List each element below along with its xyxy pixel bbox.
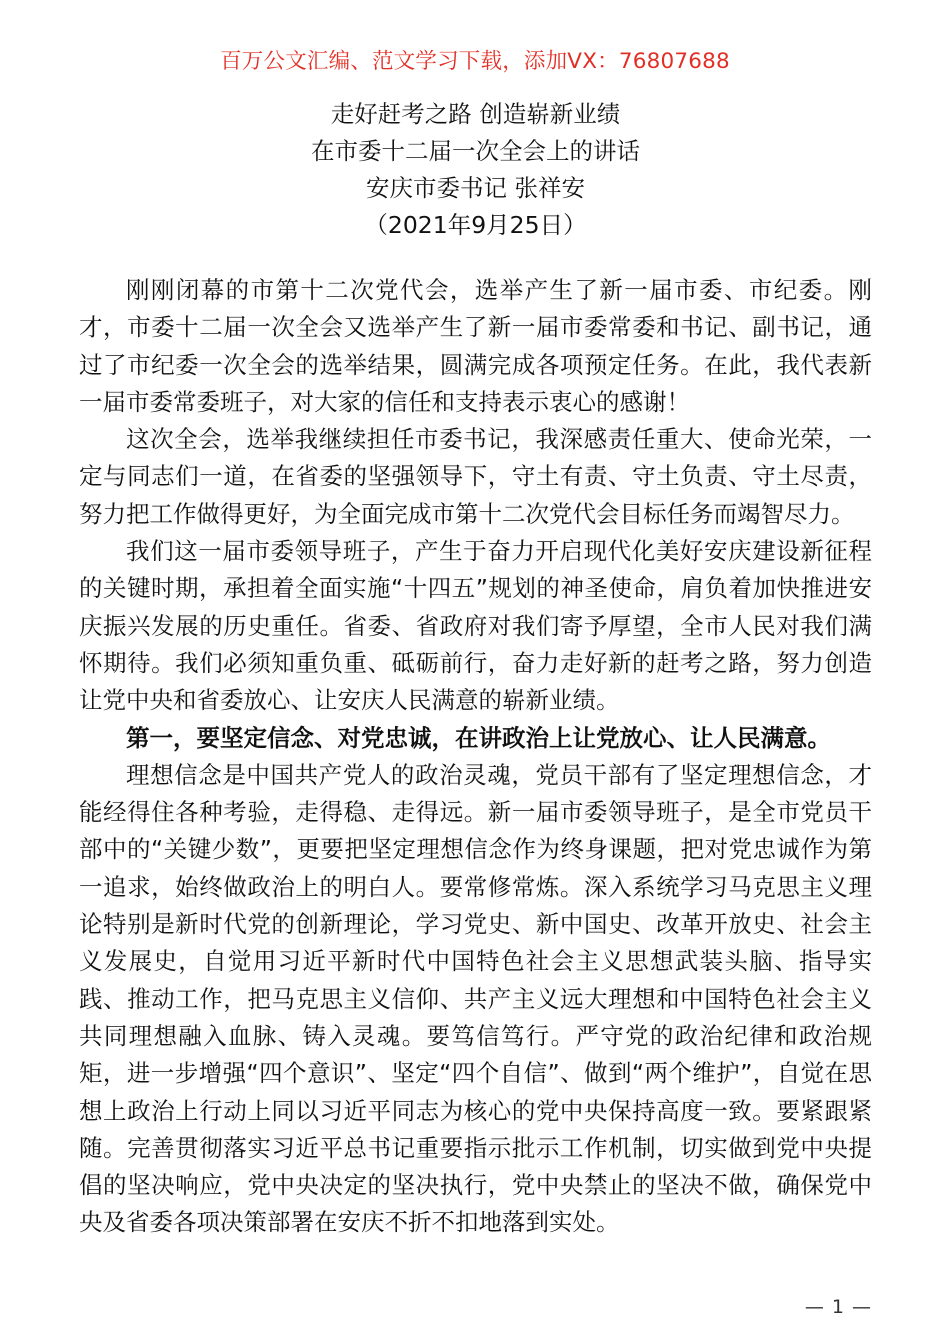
document-title-line-1: 走好赶考之路 创造崭新业绩 bbox=[330, 100, 621, 128]
paragraph: 刚刚闭幕的市第十二次党代会，选举产生了新一届市委、市纪委。刚才，市委十二届一次全会又选举产生了新一届市委常委和书记、副书记，通过了市纪委一次全会的选举结果，圆满完成各项预定任务。在此，我代表新一届市委常委班子，对大家的信任和支持表示衷心的感谢！ bbox=[79, 276, 872, 416]
page-number: — 1 — bbox=[804, 1296, 872, 1318]
section-heading: 第一，要坚定信念、对党忠诚，在讲政治上让党放心、让人民满意。 bbox=[126, 723, 831, 752]
paragraph: 理想信念是中国共产党人的政治灵魂，党员干部有了坚定理想信念，才能经得住各种考验，走得稳、走得远。新一届市委领导班子，是全市党员干部中的“关键少数”，更要把坚定理想信念作为终身课题，把对党忠诚作为第一追求，始终做政治上的明白人。要常修常炼。深入系统学习马克思主义理论特别是新时代党的创新理论，学习党史、新中国史、改革开放史、社会主义发展史，自觉用习近平新时代中国特色社会主义思想武装头脑、指导实践、推动工作，把马克思主义信仰、共产主义远大理想和中国特色社会主义共同理想融入血脉、铸入灵魂。要笃信笃行。严守党的政治纪律和政治规矩，进一步增强“四个意识”、坚定“四个自信”、做到“两个维护”，自觉在思想上政治上行动上同以习近平同志为核心的党中央保持高度一致。要紧跟紧随。完善贯彻落实习近平总书记重要指示批示工作机制，切实做到党中央提倡的坚决响应，党中央决定的坚决执行，党中央禁止的坚决不做，确保党中央及省委各项决策部署在安庆不折不扣地落到实处。 bbox=[79, 760, 872, 1237]
document-title-line-2: 在市委十二届一次全会上的讲话 bbox=[311, 137, 640, 165]
paragraph: 我们这一届市委领导班子，产生于奋力开启现代化美好安庆建设新征程的关键时期，承担着全面实施“十四五”规划的神圣使命，肩负着加快推进安庆振兴发展的历史重任。省委、省政府对我们寄予厚望，全市人民对我们满怀期待。我们必须知重负重、砥砺前行，奋力走好新的赶考之路，努力创造让党中央和省委放心、让安庆人民满意的崭新业绩。 bbox=[79, 537, 872, 715]
paragraph: 这次全会，选举我继续担任市委书记，我深感责任重大、使命光荣，一定与同志们一道，在省委的坚强领导下，守土有责、守土负责、守土尽责，努力把工作做得更好，为全面完成市第十二次党代会目标任务而竭智尽力。 bbox=[79, 425, 872, 528]
document-title-line-3: 安庆市委书记 张祥安 bbox=[366, 174, 585, 202]
document-title-block bbox=[79, 96, 872, 244]
document-title-line-4: （2021年9月25日） bbox=[364, 211, 587, 239]
document-body bbox=[79, 272, 872, 1242]
promo-banner-text: 百万公文汇编、范文学习下载，添加VX：76807688 bbox=[220, 49, 730, 74]
